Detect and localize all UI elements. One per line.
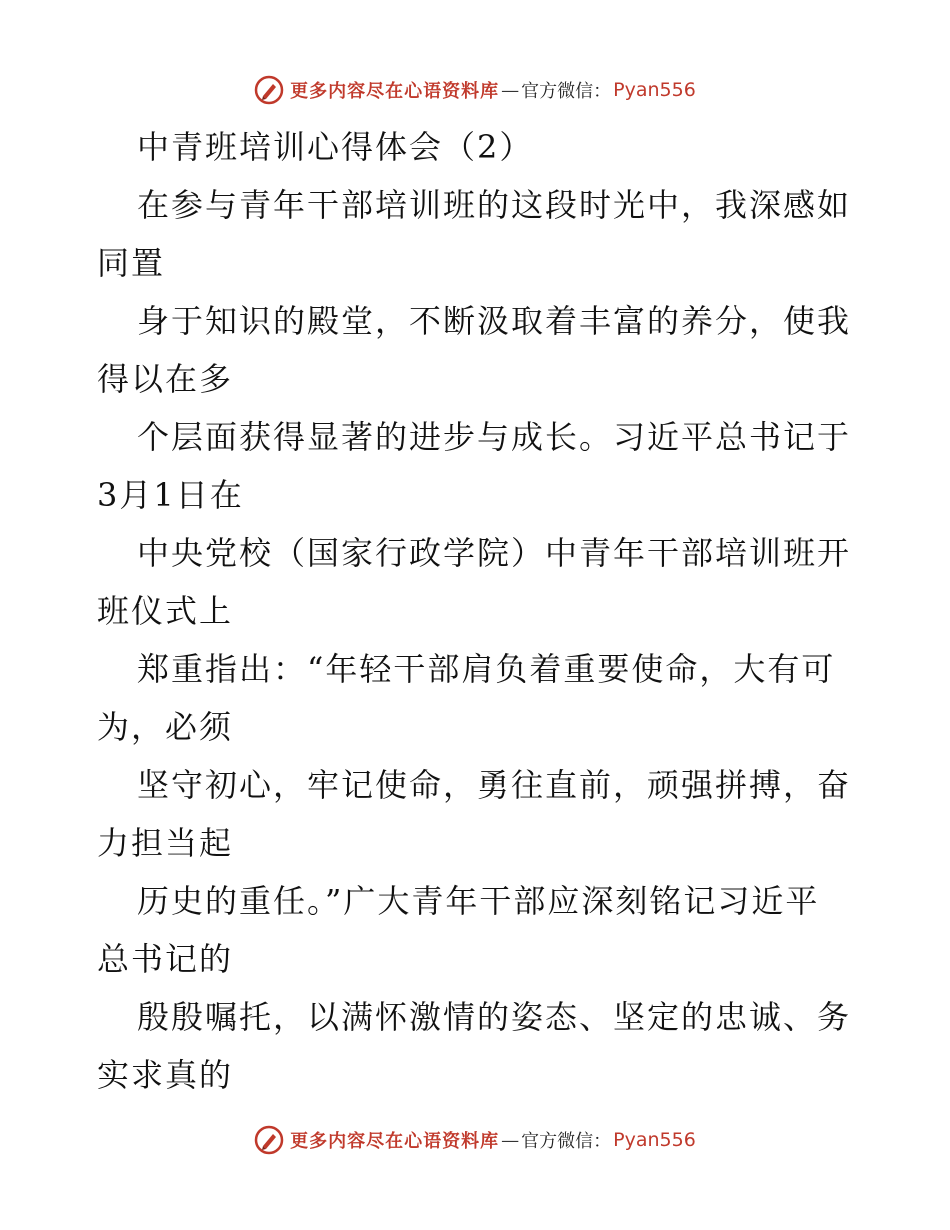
paragraph-line: 个层面获得显著的进步与成长。习近平总书记于 — [137, 418, 852, 456]
document-title: 中青班培训心得体会（2） — [137, 128, 534, 166]
paragraph-line: 坚守初心，牢记使命，勇往直前，顽强拼搏，奋 — [137, 766, 852, 804]
paragraph-line: 在参与青年干部培训班的这段时光中，我深感如 — [137, 186, 852, 224]
paragraph-line: 为，必须 — [97, 708, 234, 746]
banner-text: 更多内容尽在心语资料库 — [290, 81, 500, 102]
pen-seal-icon — [254, 1125, 284, 1155]
wechat-id: Pyan556 — [613, 1129, 696, 1151]
paragraph-line: 身于知识的殿堂，不断汲取着丰富的养分，使我 — [137, 302, 852, 340]
paragraph-line: 班仪式上 — [97, 592, 234, 630]
banner-text: 更多内容尽在心语资料库 — [290, 1131, 500, 1152]
paragraph-line: 得以在多 — [97, 360, 234, 398]
paragraph-line: 总书记的 — [97, 940, 234, 978]
paragraph-line: 实求真的 — [97, 1056, 234, 1094]
document-body — [97, 118, 857, 1104]
paragraph-line: 力担当起 — [97, 824, 234, 862]
banner-dash: — — [501, 79, 520, 101]
paragraph-line: 郑重指出：“年轻干部肩负着重要使命，大有可 — [137, 650, 836, 688]
paragraph-line: 历史的重任。”广大青年干部应深刻铭记习近平 — [137, 882, 820, 920]
wechat-id: Pyan556 — [613, 79, 696, 101]
paragraph-line: 3月1日在 — [97, 476, 244, 514]
wechat-label: 官方微信： — [521, 1131, 612, 1152]
paragraph-line: 殷殷嘱托，以满怀激情的姿态、坚定的忠诚、务 — [137, 998, 852, 1036]
banner-dash: — — [501, 1129, 520, 1151]
page-footer-banner — [0, 1120, 950, 1160]
wechat-label: 官方微信： — [521, 81, 612, 102]
paragraph-line: 同置 — [97, 244, 166, 282]
paragraph-line: 中央党校（国家行政学院）中青年干部培训班开 — [137, 534, 852, 572]
pen-seal-icon — [254, 75, 284, 105]
page-header-banner — [0, 70, 950, 110]
